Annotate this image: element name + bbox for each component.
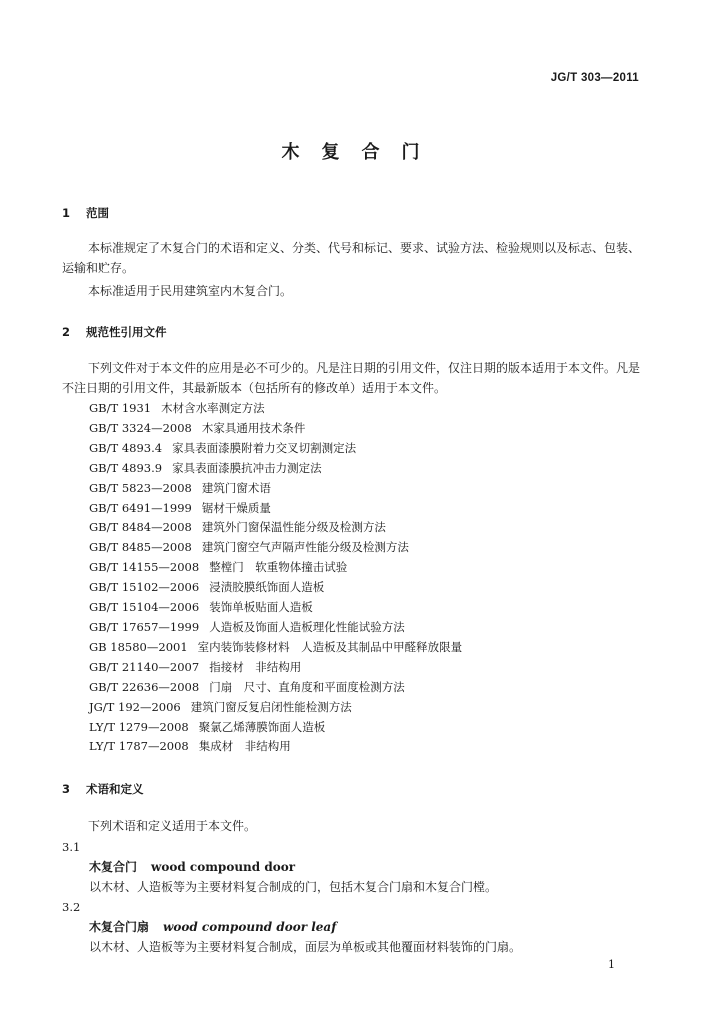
reference-code: GB/T 22636—2008 <box>89 679 200 694</box>
section-number: 1 <box>62 206 71 220</box>
reference-code: GB/T 15104—2006 <box>89 600 200 615</box>
reference-title: 集成材 非结构用 <box>198 739 291 754</box>
list-item <box>89 678 462 698</box>
reference-title: 木材含水率测定方法 <box>161 401 265 415</box>
reference-code: GB/T 15102—2006 <box>89 580 200 595</box>
list-item <box>89 558 462 578</box>
reference-list <box>89 399 462 757</box>
term-zh: 木复合门 <box>89 860 138 874</box>
reference-code: GB/T 8485—2008 <box>89 540 192 555</box>
reference-code: GB/T 6491—1999 <box>89 500 192 515</box>
term-entry <box>89 918 336 935</box>
list-item <box>89 578 462 598</box>
reference-title: 建筑门窗空气声隔声性能分级及检测方法 <box>201 540 409 555</box>
reference-title: 建筑外门窗保温性能分级及检测方法 <box>201 520 386 535</box>
reference-title: 建筑门窗术语 <box>201 480 271 495</box>
reference-code: GB 18580—2001 <box>89 639 188 654</box>
term-en: wood compound door <box>151 860 296 874</box>
list-item <box>89 518 462 538</box>
list-item <box>89 459 462 479</box>
reference-title: 家具表面漆膜附着力交叉切割测定法 <box>172 440 357 455</box>
section-title: 术语和定义 <box>86 782 144 796</box>
list-item <box>89 399 462 419</box>
reference-title: 装饰单板贴面人造板 <box>209 600 313 615</box>
reference-title: 指接材 非结构用 <box>209 659 302 674</box>
list-item <box>89 499 462 519</box>
list-item <box>89 598 462 618</box>
reference-code: JG/T 192—2006 <box>89 699 181 714</box>
section-number: 2 <box>62 325 71 339</box>
section-title: 规范性引用文件 <box>86 325 167 339</box>
scope-paragraph-2: 本标准适用于民用建筑室内木复合门。 <box>88 284 293 298</box>
term-definition: 以木材、人造板等为主要材料复合制成，面层为单板或其他覆面材料装饰的门扇。 <box>89 940 522 954</box>
section-1-heading <box>62 205 109 221</box>
page-number: 1 <box>608 958 615 971</box>
scope-paragraph-1: 本标准规定了木复合门的术语和定义、分类、代号和标记、要求、试验方法、检验规则以及标志、包装、运输和贮存。 <box>62 241 641 275</box>
section-title: 范围 <box>86 206 109 220</box>
clause-number: 3.2 <box>62 900 81 914</box>
list-item <box>89 439 462 459</box>
reference-code: GB/T 17657—1999 <box>89 619 200 634</box>
list-item <box>89 698 462 718</box>
reference-code: LY/T 1787—2008 <box>89 739 189 754</box>
list-item <box>89 658 462 678</box>
reference-title: 建筑门窗反复启闭性能检测方法 <box>190 699 352 714</box>
reference-title: 聚氯乙烯薄膜饰面人造板 <box>198 719 326 734</box>
standard-code: JG/T 303—2011 <box>550 72 639 84</box>
reference-title: 锯材干燥质量 <box>201 500 271 515</box>
list-item <box>89 618 462 638</box>
reference-title: 室内装饰装修材料 人造板及其制品中甲醛释放限量 <box>197 639 463 654</box>
reference-code: GB/T 3324—2008 <box>89 420 192 435</box>
reference-code: GB/T 4893.4 <box>89 440 163 455</box>
references-intro: 下列文件对于本文件的应用是必不可少的。凡是注日期的引用文件，仅注日期的版本适用于本文件。凡是不注日期的引用文件，其最新版本（包括所有的修改单）适用于本文件。 <box>62 361 641 395</box>
reference-code: GB/T 1931 <box>89 401 152 415</box>
reference-title: 木家具通用技术条件 <box>201 420 306 435</box>
list-item <box>89 638 462 658</box>
term-entry <box>89 858 295 875</box>
reference-code: LY/T 1279—2008 <box>89 719 189 734</box>
list-item <box>89 538 462 558</box>
term-zh: 木复合门扇 <box>89 920 150 934</box>
term-definition: 以木材、人造板等为主要材料复合制成的门，包括木复合门扇和木复合门樘。 <box>89 880 498 894</box>
reference-code: GB/T 21140—2007 <box>89 659 200 674</box>
list-item <box>89 718 462 738</box>
reference-title: 整樘门 软重物体撞击试验 <box>209 560 348 575</box>
list-item <box>89 737 462 757</box>
reference-code: GB/T 4893.9 <box>89 460 163 475</box>
reference-code: GB/T 14155—2008 <box>89 560 200 575</box>
reference-title: 人造板及饰面人造板理化性能试验方法 <box>209 619 405 634</box>
reference-title: 家具表面漆膜抗冲击力测定法 <box>172 460 322 475</box>
list-item <box>89 479 462 499</box>
reference-code: GB/T 5823—2008 <box>89 480 192 495</box>
section-3-heading <box>62 781 144 797</box>
reference-code: GB/T 8484—2008 <box>89 520 192 535</box>
terms-intro: 下列术语和定义适用于本文件。 <box>88 819 257 833</box>
reference-title: 浸渍胶膜纸饰面人造板 <box>209 580 325 595</box>
reference-title: 门扇 尺寸、直角度和平面度检测方法 <box>209 679 405 694</box>
document-title: 木复合门 <box>281 142 442 163</box>
term-en: wood compound door leaf <box>163 920 337 934</box>
list-item <box>89 419 462 439</box>
section-2-heading <box>62 324 167 340</box>
clause-number: 3.1 <box>62 840 81 854</box>
section-number: 3 <box>62 782 71 796</box>
